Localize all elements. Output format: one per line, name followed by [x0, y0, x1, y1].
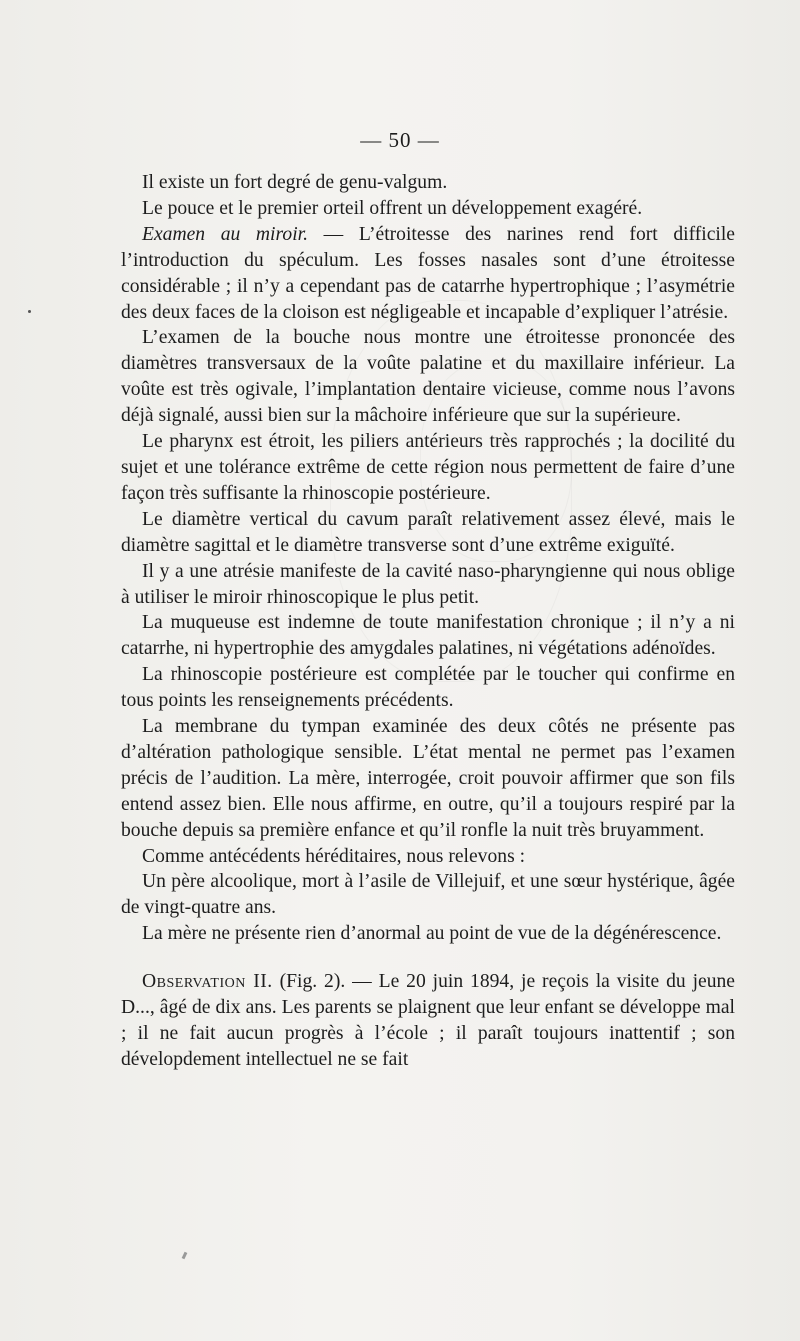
- paragraph-rhinoscopie: La rhinoscopie postérieure est complétée par le toucher qui confirme en tous points les renseignements précédents.: [121, 664, 735, 712]
- paragraph-pouce-orteil: Le pouce et le premier orteil offrent un développement exagéré.: [142, 197, 643, 219]
- observation-heading: Observation II.: [142, 971, 273, 993]
- paragraph-atresie: Il y a une atrésie manifeste de la cavité naso-pharyngienne qui nous oblige à utiliser le miroir rhinoscopique le plus petit.: [121, 560, 735, 608]
- paragraph-tympan: La membrane du tympan examinée des deux côtés ne présente pas d’altération pathologique sensible. L’état mental ne permet pas l’examen précis de l’audition. La mère, interrogée, croit pouvoir affirmer que son fils entend assez bien. Elle nous affirme, en outre, qu’il a toujours respiré par la bouche depuis sa première enfance et qu’il ronfle la nuit très bruyamment.: [121, 716, 735, 841]
- examen-miroir-text: L’étroitesse des narines rend fort difficile l’introduction du spéculum. Les fosses nasales sont d’une étroitesse considérable ; il n’y a cependant pas de catarrhe hypertrophique ; l’asymétrie des deux faces de la cloison est négligeable et incapable d’expliquer l’atrésie.: [121, 223, 735, 323]
- bottom-ink-mark: [182, 1252, 188, 1260]
- examen-au-miroir-label: Examen au miroir.: [142, 223, 308, 245]
- paragraph-bouche: L’examen de la bouche nous montre une étroitesse prononcée des diamètres transversaux de la voûte palatine et du maxillaire inférieur. La voûte est très ogivale, l’implantation dentaire vicieuse, comme nous l’avons déjà signalé, aussi bien sur la mâchoire inférieure que sur la supérieure.: [121, 327, 735, 427]
- examen-dash: —: [308, 223, 359, 245]
- paragraph-antecedents: Comme antécédents héréditaires, nous relevons :: [142, 845, 526, 867]
- body-text: [121, 170, 735, 1073]
- paragraph-cavum: Le diamètre vertical du cavum paraît relativement assez élevé, mais le diamètre sagittal et le diamètre transverse sont d’une extrême exiguïté.: [121, 508, 735, 556]
- paragraph-examen-miroir: [121, 222, 735, 326]
- paragraph-observation-ii: [121, 969, 735, 1073]
- paragraph-genu-valgum: Il existe un fort degré de genu-valgum.: [142, 172, 448, 193]
- page-number: — 50 —: [360, 128, 440, 152]
- paragraph-muqueuse: La muqueuse est indemne de toute manifestation chronique ; il n’y a ni catarrhe, ni hypertrophie des amygdales palatines, ni végétations adénoïdes.: [121, 612, 735, 660]
- observation-text: Le 20 juin 1894, je reçois la visite du jeune D..., âgé de dix ans. Les parents se plaignent que leur enfant se développe mal ; il ne fait aucun progrès à l’école ; il paraît toujours inattentif ; son dévelopdement intellectuel ne se fait: [121, 971, 735, 1070]
- paragraph-mere: La mère ne présente rien d’anormal au point de vue de la dégénérescence.: [142, 923, 722, 945]
- paragraph-pharynx: Le pharynx est étroit, les piliers antérieurs très rapprochés ; la docilité du sujet et une tolérance extrême de cette région nous permettent de faire d’une façon très suffisante la rhinoscopie postérieure.: [121, 431, 735, 504]
- observation-fig-ref: (Fig. 2). —: [272, 971, 379, 993]
- paragraph-pere: Un père alcoolique, mort à l’asile de Villejuif, et une sœur hystérique, âgée de vingt-quatre ans.: [121, 871, 735, 919]
- margin-dot-mark: [28, 310, 31, 313]
